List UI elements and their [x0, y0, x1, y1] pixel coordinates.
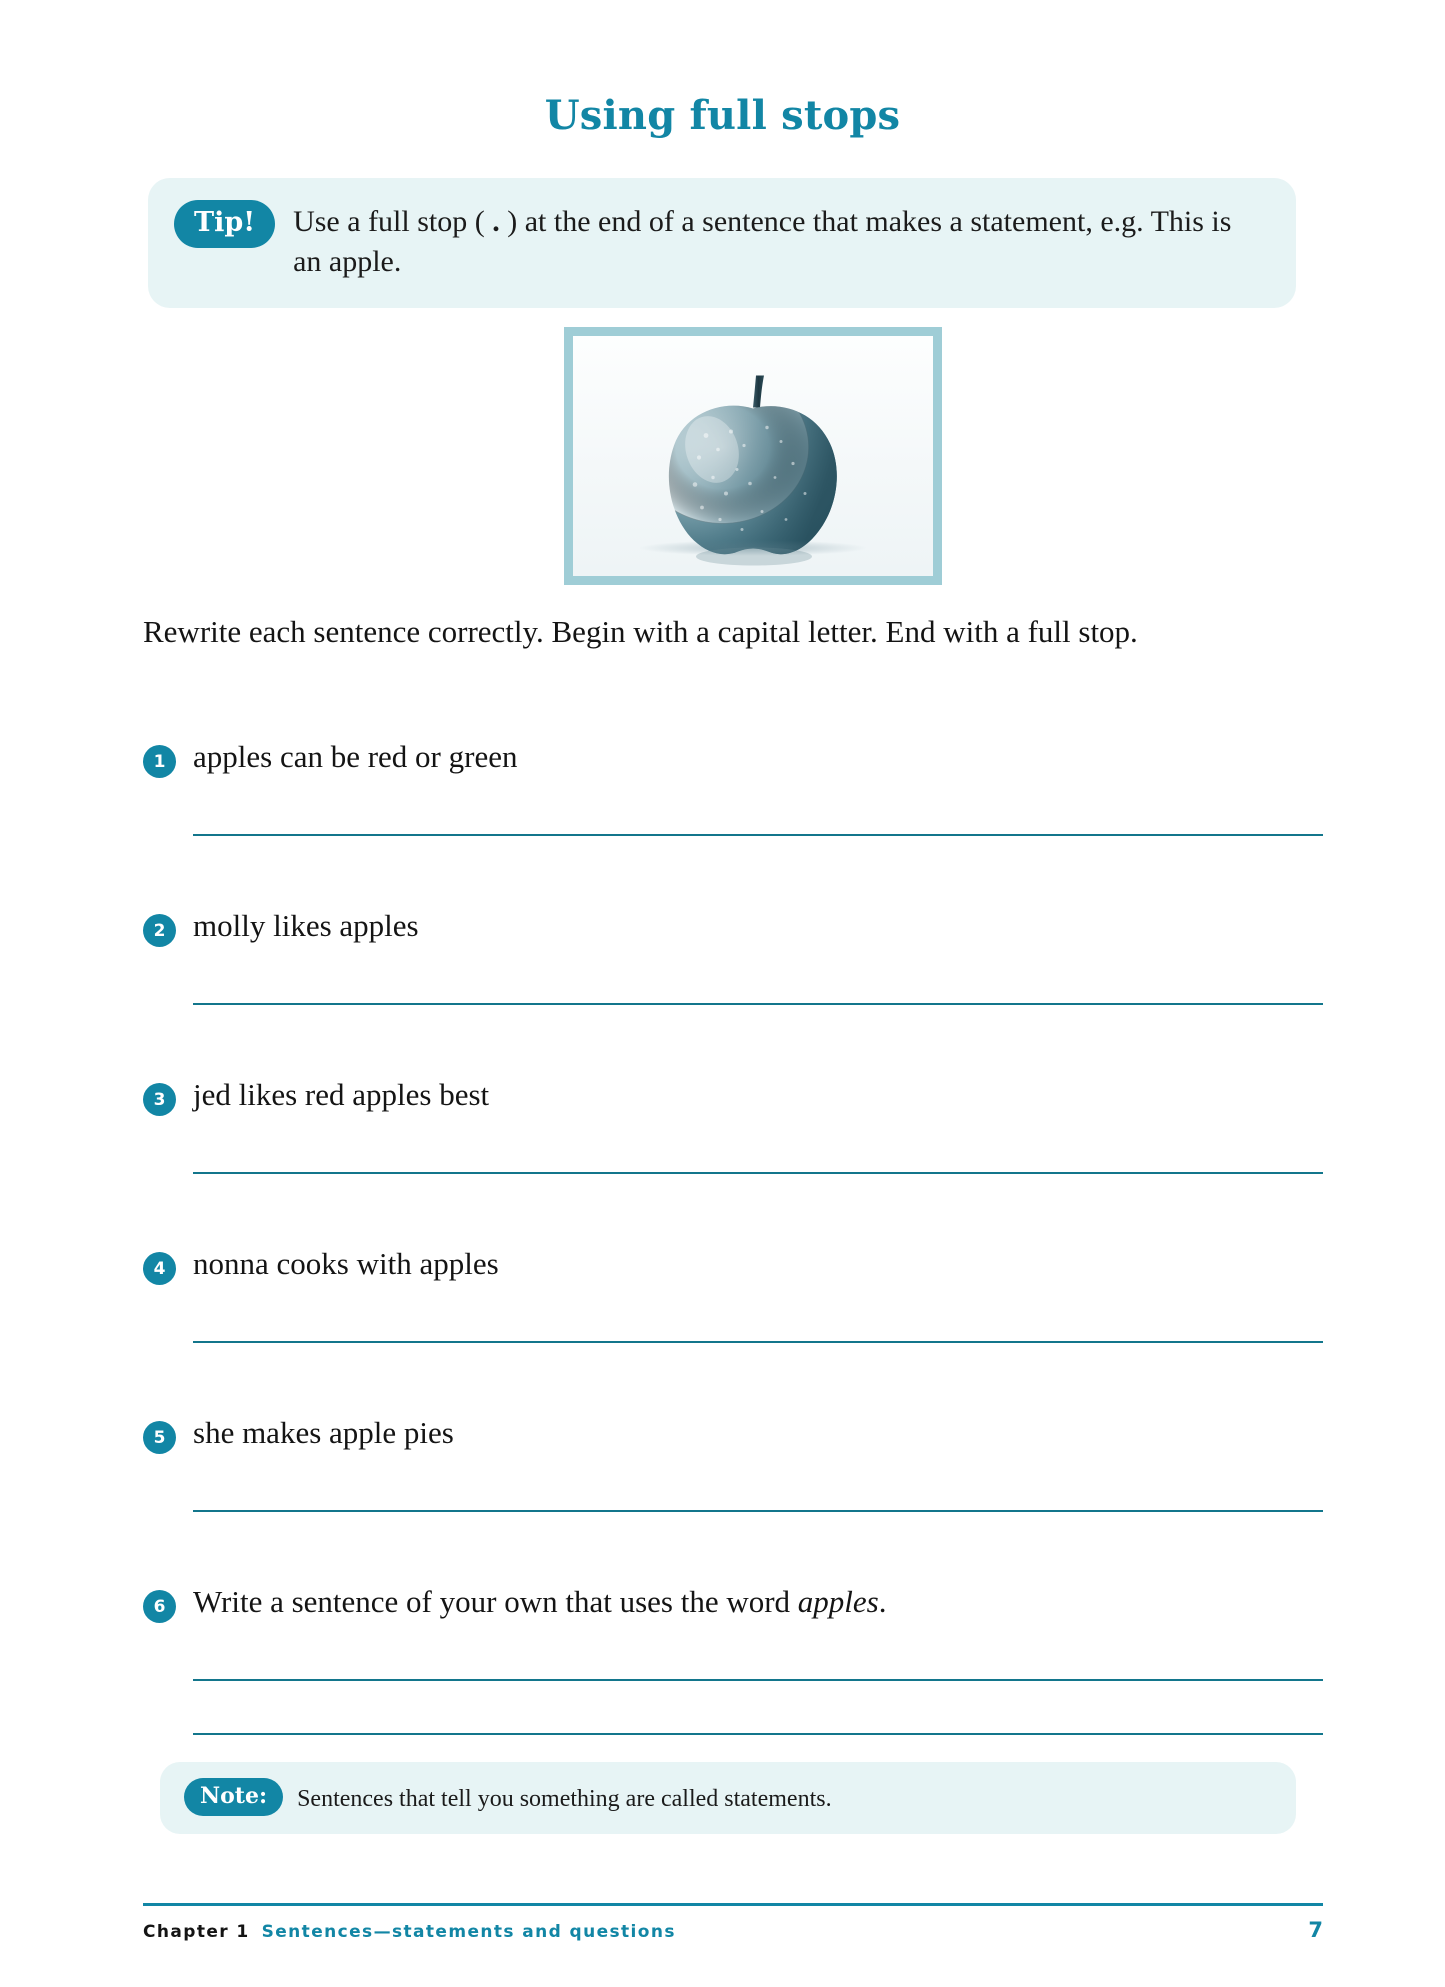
- question-row: [143, 904, 1323, 947]
- apple-figure-frame: [564, 327, 942, 585]
- question-item: [143, 1411, 1323, 1580]
- apple-photo: [573, 336, 933, 576]
- question-number-badge: 6: [143, 1590, 176, 1623]
- tip-callout: [148, 178, 1296, 308]
- apple-icon: [638, 353, 868, 568]
- question-row: [143, 1580, 1323, 1623]
- question-text: nonna cooks with apples: [193, 1246, 499, 1281]
- question-gap: [143, 1174, 1323, 1242]
- tip-text: [293, 200, 1248, 282]
- note-callout: [160, 1762, 1296, 1834]
- answer-space[interactable]: [143, 1681, 1323, 1733]
- question-number-badge: 5: [143, 1421, 176, 1454]
- question-list: [143, 735, 1323, 1803]
- question-text-after-italic: .: [878, 1584, 887, 1619]
- question-item: [143, 1073, 1323, 1242]
- question-text: apples can be red or green: [193, 739, 518, 774]
- question-gap: [143, 1343, 1323, 1411]
- instruction-text: Rewrite each sentence correctly. Begin with a capital letter. End with a full stop.: [143, 614, 1138, 649]
- note-text: Sentences that tell you something are called statements.: [297, 1786, 832, 1812]
- tip-text-after-dot: ) at the end of a sentence that makes a statement, e.g. This is an apple.: [293, 205, 1232, 279]
- question-gap: [143, 836, 1323, 904]
- question-number-badge: 3: [143, 1083, 176, 1116]
- question-text: molly likes apples: [193, 908, 419, 943]
- answer-space[interactable]: [143, 947, 1323, 1003]
- footer-chapter-label: Chapter 1: [143, 1922, 250, 1942]
- question-row: [143, 1411, 1323, 1454]
- question-item: [143, 1242, 1323, 1411]
- question-item: [143, 735, 1323, 904]
- answer-space[interactable]: [143, 1116, 1323, 1172]
- question-gap: [143, 1005, 1323, 1073]
- question-item: [143, 904, 1323, 1073]
- tip-badge: Tip!: [174, 200, 275, 248]
- page-footer: [143, 1918, 1323, 1942]
- page-title: Using full stops: [544, 92, 901, 139]
- tip-text-before-dot: Use a full stop (: [293, 205, 493, 238]
- note-badge: Note:: [184, 1778, 283, 1816]
- question-row: [143, 1073, 1323, 1116]
- question-text: jed likes red apples best: [193, 1077, 490, 1112]
- question-row: [143, 735, 1323, 778]
- answer-space[interactable]: [143, 778, 1323, 834]
- question-text: she makes apple pies: [193, 1415, 454, 1450]
- question-text-before-italic: Write a sentence of your own that uses the word: [193, 1584, 798, 1619]
- question-number-badge: 1: [143, 745, 176, 778]
- question-row: [143, 1242, 1323, 1285]
- answer-space[interactable]: [143, 1454, 1323, 1510]
- footer-chapter-title: Sentences—statements and questions: [261, 1922, 676, 1942]
- question-text: [193, 1580, 886, 1622]
- question-italic-word: apples: [797, 1584, 879, 1619]
- answer-space[interactable]: [143, 1285, 1323, 1341]
- question-number-badge: 4: [143, 1252, 176, 1285]
- answer-space[interactable]: [143, 1623, 1323, 1679]
- question-number-badge: 2: [143, 914, 176, 947]
- footer-page-number: 7: [1308, 1918, 1323, 1942]
- full-stop-glyph: .: [492, 205, 500, 238]
- question-gap: [143, 1512, 1323, 1580]
- footer-divider: [143, 1903, 1323, 1906]
- photo-shadow: [638, 540, 868, 556]
